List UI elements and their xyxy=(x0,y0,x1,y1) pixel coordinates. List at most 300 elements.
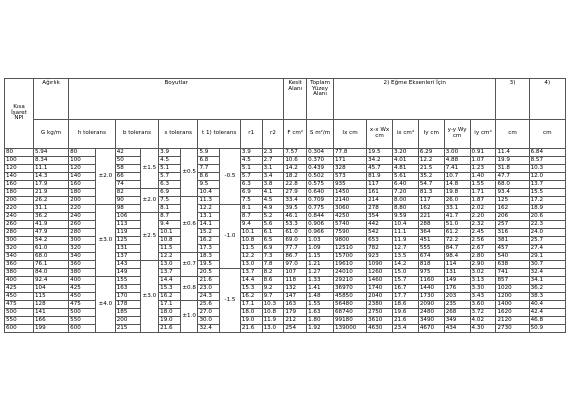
cell-wx: 45.7 xyxy=(367,165,393,173)
cell-ix-radius: 14.2 xyxy=(392,261,418,269)
cell-iy-radius: 1.87 xyxy=(470,197,496,205)
cell-b: 82 xyxy=(115,189,140,197)
cell-surface: 0.502 xyxy=(307,173,334,181)
cell-sx2: 27.4 xyxy=(529,245,565,253)
cell-sx2: 6.84 xyxy=(529,149,565,157)
cell-sx: 2120 xyxy=(496,317,529,325)
cell-wx: 1740 xyxy=(367,285,393,293)
cell-s: 10.1 xyxy=(159,229,181,237)
cell-t: 23.0 xyxy=(198,285,220,293)
cell-surface: 1.21 xyxy=(307,261,334,269)
cell-s: 12.2 xyxy=(159,253,181,261)
cell-r2: 7.3 xyxy=(262,253,284,261)
cell-area: 14.2 xyxy=(284,165,307,173)
cell-b: 66 xyxy=(115,173,140,181)
cell-sx2: 20.6 xyxy=(529,213,565,221)
cell-s: 18.0 xyxy=(159,309,181,317)
cell-t: 16.2 xyxy=(198,237,220,245)
cell-r2: 3.8 xyxy=(262,181,284,189)
cell-b: 155 xyxy=(115,277,140,285)
cell-area: 18.2 xyxy=(284,173,307,181)
cell-wy: 131 xyxy=(444,269,470,277)
cell-r2: 11.9 xyxy=(262,317,284,325)
cell-wx: 354 xyxy=(367,213,393,221)
cell-wy: 51.0 xyxy=(444,221,470,229)
cell-sx: 1400 xyxy=(496,301,529,309)
cell-r1: 9.4 xyxy=(240,221,262,229)
cell-t: 17.3 xyxy=(198,245,220,253)
cell-r2: 4.1 xyxy=(262,189,284,197)
cell-ix-radius: 18.6 xyxy=(392,301,418,309)
table-body xyxy=(5,149,566,333)
cell-ix: 171 xyxy=(334,157,367,165)
header-short-mark: Kısa İşaret NPI xyxy=(5,79,34,149)
cell-wy: 203 xyxy=(444,293,470,301)
cell-r1: 19.0 xyxy=(240,317,262,325)
cell-iy-radius: 4.30 xyxy=(470,325,496,333)
cell-t: 13.1 xyxy=(198,213,220,221)
cell-wx: 653 xyxy=(367,237,393,245)
cell-npi: 340 xyxy=(5,253,34,261)
cell-area: 132 xyxy=(284,285,307,293)
cell-t: 5.9 xyxy=(198,149,220,157)
cell-t: 20.5 xyxy=(198,269,220,277)
header-sx-unit: cm xyxy=(496,120,529,149)
cell-wx: 542 xyxy=(367,229,393,237)
cell-iy: 555 xyxy=(418,245,444,253)
cell-r1: 6.9 xyxy=(240,189,262,197)
cell-r2: 8.2 xyxy=(262,269,284,277)
cell-sx: 47.7 xyxy=(496,173,529,181)
cell-sx2: 25.7 xyxy=(529,237,565,245)
cell-h: 340 xyxy=(69,253,96,261)
cell-ix: 328 xyxy=(334,165,367,173)
cell-h: 400 xyxy=(69,277,96,285)
cell-npi: 160 xyxy=(5,181,34,189)
cell-npi: 240 xyxy=(5,213,34,221)
cell-ix: 36970 xyxy=(334,285,367,293)
cell-iy-radius: 2.80 xyxy=(470,253,496,261)
cell-t: 18.3 xyxy=(198,253,220,261)
cell-ix-radius: 7.20 xyxy=(392,189,418,197)
cell-npi: 360 xyxy=(5,261,34,269)
cell-iy: 364 xyxy=(418,229,444,237)
cell-area: 22.8 xyxy=(284,181,307,189)
cell-h: 260 xyxy=(69,221,96,229)
cell-area: 77.7 xyxy=(284,245,307,253)
header-s: s tolerans xyxy=(159,120,198,149)
cell-iy: 1160 xyxy=(418,277,444,285)
cell-weight: 17.9 xyxy=(33,181,68,189)
cell-b: 185 xyxy=(115,309,140,317)
cell-surface: 0.775 xyxy=(307,205,334,213)
cell-npi: 120 xyxy=(5,165,34,173)
cell-surface: 1.33 xyxy=(307,277,334,285)
cell-r2: 8.6 xyxy=(262,277,284,285)
cell-area: 33.4 xyxy=(284,197,307,205)
table-row xyxy=(5,173,566,181)
npi-profile-table xyxy=(4,78,566,333)
table-row xyxy=(5,197,566,205)
cell-ix-radius: 11.9 xyxy=(392,237,418,245)
cell-iy: 451 xyxy=(418,237,444,245)
header-s-area: S m²/m xyxy=(307,120,334,149)
cell-iy-radius: 1.23 xyxy=(470,165,496,173)
cell-b: 113 xyxy=(115,221,140,229)
cell-r2: 6.9 xyxy=(262,245,284,253)
table-row xyxy=(5,237,566,245)
cell-weight: 141 xyxy=(33,309,68,317)
cell-r1: 8.1 xyxy=(240,205,262,213)
cell-wx: 3610 xyxy=(367,317,393,325)
tolerance-b: ±3.0 xyxy=(140,261,159,333)
cell-iy: 35.2 xyxy=(418,173,444,181)
table-header xyxy=(5,79,566,149)
cell-ix-radius: 19.6 xyxy=(392,309,418,317)
cell-ix: 573 xyxy=(334,173,367,181)
cell-s: 16.2 xyxy=(159,293,181,301)
cell-area: 86.7 xyxy=(284,253,307,261)
cell-ix: 139000 xyxy=(334,325,367,333)
cell-ix-radius: 9.59 xyxy=(392,213,418,221)
cell-iy: 162 xyxy=(418,205,444,213)
cell-surface: 0.370 xyxy=(307,157,334,165)
tolerance-s: ±0.5 xyxy=(180,149,198,197)
cell-h: 240 xyxy=(69,213,96,221)
cell-npi: 80 xyxy=(5,149,34,157)
cell-sx: 1620 xyxy=(496,309,529,317)
cell-sx: 2730 xyxy=(496,325,529,333)
cell-r1: 10.8 xyxy=(240,237,262,245)
cell-iy: 117 xyxy=(418,197,444,205)
cell-b: 143 xyxy=(115,261,140,269)
cell-ix-radius: 21.6 xyxy=(392,317,418,325)
cell-wy: 176 xyxy=(444,285,470,293)
table-row xyxy=(5,229,566,237)
cell-r1: 3.9 xyxy=(240,149,262,157)
cell-h: 280 xyxy=(69,229,96,237)
cell-sx: 68.0 xyxy=(496,181,529,189)
header-g: G kg/m xyxy=(33,120,68,149)
cell-weight: 54.2 xyxy=(33,237,68,245)
cell-ix: 24010 xyxy=(334,269,367,277)
header-iy-radius: iy cm⁴ xyxy=(470,120,496,149)
cell-sx2: 46.8 xyxy=(529,317,565,325)
cell-area: 254 xyxy=(284,325,307,333)
cell-s: 7.5 xyxy=(159,197,181,205)
table-row xyxy=(5,165,566,173)
cell-iy: 2090 xyxy=(418,301,444,309)
cell-wy: 149 xyxy=(444,277,470,285)
cell-ix: 15700 xyxy=(334,253,367,261)
cell-iy: 12.2 xyxy=(418,157,444,165)
cell-area: 10.6 xyxy=(284,157,307,165)
cell-s: 3.9 xyxy=(159,149,181,157)
cell-wx: 2380 xyxy=(367,301,393,309)
header-sx2-unit: cm xyxy=(529,120,565,149)
cell-wy: 10.7 xyxy=(444,173,470,181)
cell-area: 212 xyxy=(284,317,307,325)
cell-wx: 782 xyxy=(367,245,393,253)
cell-wy: 349 xyxy=(444,317,470,325)
cell-h: 450 xyxy=(69,293,96,301)
cell-sx: 125 xyxy=(496,197,529,205)
table-row xyxy=(5,285,566,293)
header-t: t 1) tolerans xyxy=(198,120,240,149)
cell-area: 46.1 xyxy=(284,213,307,221)
cell-ix-radius: 12.7 xyxy=(392,245,418,253)
cell-h: 475 xyxy=(69,301,96,309)
cell-r1: 16.2 xyxy=(240,293,262,301)
cell-wx: 1090 xyxy=(367,261,393,269)
cell-weight: 104 xyxy=(33,285,68,293)
cell-h: 320 xyxy=(69,245,96,253)
cell-r1: 14.4 xyxy=(240,277,262,285)
cell-weight: 115 xyxy=(33,293,68,301)
cell-sx: 540 xyxy=(496,253,529,261)
table-row xyxy=(5,189,566,197)
cell-area: 179 xyxy=(284,309,307,317)
tolerance-b: ±2.5 xyxy=(140,213,159,261)
cell-weight: 47.9 xyxy=(33,229,68,237)
cell-sx: 162 xyxy=(496,205,529,213)
table-row xyxy=(5,277,566,285)
header-f: F cm² xyxy=(284,120,307,149)
cell-s: 6.3 xyxy=(159,181,181,189)
cell-sx2: 13.7 xyxy=(529,181,565,189)
cell-iy-radius: 3.30 xyxy=(470,285,496,293)
cell-surface: 1.27 xyxy=(307,269,334,277)
cell-weight: 41.9 xyxy=(33,221,68,229)
cell-sx2: 30.7 xyxy=(529,261,565,269)
cell-r2: 13.0 xyxy=(262,325,284,333)
cell-ix-radius: 11.1 xyxy=(392,229,418,237)
cell-r2: 2.7 xyxy=(262,157,284,165)
cell-weight: 11.1 xyxy=(33,165,68,173)
cell-npi: 260 xyxy=(5,221,34,229)
table-row xyxy=(5,309,566,317)
cell-surface: 1.41 xyxy=(307,285,334,293)
cell-npi: 425 xyxy=(5,285,34,293)
cell-sx2: 24.0 xyxy=(529,229,565,237)
cell-npi: 100 xyxy=(5,157,34,165)
header-weight: Ağırlık xyxy=(33,79,68,120)
cell-ix: 4250 xyxy=(334,213,367,221)
cell-s: 5.7 xyxy=(159,173,181,181)
cell-ix: 5740 xyxy=(334,221,367,229)
cell-iy: 221 xyxy=(418,213,444,221)
cell-iy: 288 xyxy=(418,221,444,229)
tolerance-s: ±0.6 xyxy=(180,197,198,253)
cell-s: 17.1 xyxy=(159,301,181,309)
cell-weight: 68.0 xyxy=(33,253,68,261)
cell-r1: 8.7 xyxy=(240,213,262,221)
cell-sx: 741 xyxy=(496,269,529,277)
cell-wx: 81.9 xyxy=(367,173,393,181)
cell-h: 180 xyxy=(69,189,96,197)
cell-iy-radius: 2.67 xyxy=(470,245,496,253)
cell-ix: 12510 xyxy=(334,245,367,253)
cell-wy: 14.8 xyxy=(444,181,470,189)
cell-surface: 1.80 xyxy=(307,317,334,325)
cell-ix-radius: 10.4 xyxy=(392,221,418,229)
cell-sx2: 36.2 xyxy=(529,285,565,293)
cell-wx: 19.5 xyxy=(367,149,393,157)
cell-npi: 140 xyxy=(5,173,34,181)
cell-iy: 21.5 xyxy=(418,165,444,173)
cell-s: 9.4 xyxy=(159,221,181,229)
cell-b: 74 xyxy=(115,181,140,189)
cell-h: 200 xyxy=(69,197,96,205)
tolerance-s: ±0.7 xyxy=(180,253,198,277)
cell-b: 106 xyxy=(115,213,140,221)
header-ix: Ix cm xyxy=(334,120,367,149)
cell-npi: 300 xyxy=(5,237,34,245)
cell-surface: 0.439 xyxy=(307,165,334,173)
cell-sx2: 50.9 xyxy=(529,325,565,333)
cell-surface: 1.03 xyxy=(307,237,334,245)
cell-r2: 9.2 xyxy=(262,285,284,293)
cell-h: 550 xyxy=(69,317,96,325)
cell-r1: 5.7 xyxy=(240,173,262,181)
cell-s: 21.6 xyxy=(159,325,181,333)
cell-b: 98 xyxy=(115,205,140,213)
cell-r2: 5.6 xyxy=(262,221,284,229)
cell-surface: 0.640 xyxy=(307,189,334,197)
cell-t: 21.6 xyxy=(198,277,220,285)
header-note-3: 3) xyxy=(496,79,529,120)
cell-area: 147 xyxy=(284,293,307,301)
cell-b: 200 xyxy=(115,317,140,325)
cell-area: 107 xyxy=(284,269,307,277)
cell-t: 24.3 xyxy=(198,293,220,301)
cell-r1: 17.1 xyxy=(240,301,262,309)
cell-ix-radius: 4.01 xyxy=(392,157,418,165)
cell-ix-radius: 4.81 xyxy=(392,165,418,173)
cell-sx: 257 xyxy=(496,221,529,229)
cell-wx: 1460 xyxy=(367,277,393,285)
header-surface-area: Toplam Yüzey Alanı xyxy=(307,79,334,120)
cell-b: 42 xyxy=(115,149,140,157)
header-ix-radius: ix cm⁴ xyxy=(392,120,418,149)
cell-weight: 26.2 xyxy=(33,197,68,205)
cell-sx2: 29.1 xyxy=(529,253,565,261)
table-row xyxy=(5,325,566,333)
cell-s: 10.8 xyxy=(159,237,181,245)
cell-t: 7.7 xyxy=(198,165,220,173)
cell-wy: 26.0 xyxy=(444,197,470,205)
header-note-4: 4) xyxy=(529,79,565,120)
cell-wx: 34.2 xyxy=(367,157,393,165)
cell-iy: 818 xyxy=(418,261,444,269)
cell-wy: 235 xyxy=(444,301,470,309)
cell-surface: 0.966 xyxy=(307,229,334,237)
cell-npi: 400 xyxy=(5,277,34,285)
header-wy: y-y Wy cm xyxy=(444,120,470,149)
cell-iy: 674 xyxy=(418,253,444,261)
cell-surface: 1.09 xyxy=(307,245,334,253)
cell-wy: 33.1 xyxy=(444,205,470,213)
cell-wy: 7.41 xyxy=(444,165,470,173)
cell-weight: 36.2 xyxy=(33,213,68,221)
cell-b: 178 xyxy=(115,301,140,309)
cell-r1: 13.0 xyxy=(240,261,262,269)
cell-sx: 206 xyxy=(496,213,529,221)
cell-s: 8.7 xyxy=(159,213,181,221)
cell-h: 220 xyxy=(69,205,96,213)
cell-h: 160 xyxy=(69,181,96,189)
cell-t: 9.5 xyxy=(198,181,220,189)
header-b: b tolerans xyxy=(115,120,158,149)
cell-r1: 21.6 xyxy=(240,325,262,333)
cell-wx: 442 xyxy=(367,221,393,229)
cell-wx: 2040 xyxy=(367,293,393,301)
cell-iy-radius: 4.02 xyxy=(470,317,496,325)
cell-npi: 500 xyxy=(5,309,34,317)
tolerance-h: ±3.0 xyxy=(96,205,116,277)
cell-wy: 268 xyxy=(444,309,470,317)
cell-surface: 1.92 xyxy=(307,325,334,333)
cell-s: 4.5 xyxy=(159,157,181,165)
cell-weight: 76.1 xyxy=(33,261,68,269)
tolerance-t: -0.5 xyxy=(220,149,241,205)
cell-s: 5.1 xyxy=(159,165,181,173)
cell-iy: 1440 xyxy=(418,285,444,293)
cell-area: 53.3 xyxy=(284,221,307,229)
cell-weight: 92.4 xyxy=(33,277,68,285)
cell-sx: 638 xyxy=(496,261,529,269)
cell-h: 140 xyxy=(69,173,96,181)
cell-npi: 600 xyxy=(5,325,34,333)
cell-npi: 180 xyxy=(5,189,34,197)
cell-t: 14.1 xyxy=(198,221,220,229)
cell-npi: 380 xyxy=(5,269,34,277)
cell-b: 58 xyxy=(115,165,140,173)
cell-iy: 81.3 xyxy=(418,189,444,197)
cell-wy: 19.8 xyxy=(444,189,470,197)
cell-ix: 935 xyxy=(334,181,367,189)
cell-area: 61.0 xyxy=(284,229,307,237)
cell-surface: 0.709 xyxy=(307,197,334,205)
tolerance-h: ±2.0 xyxy=(96,149,116,205)
cell-r2: 7.8 xyxy=(262,261,284,269)
cell-t: 30.0 xyxy=(198,317,220,325)
cell-wy: 72.2 xyxy=(444,237,470,245)
cell-surface: 0.575 xyxy=(307,181,334,189)
cell-t: 15.2 xyxy=(198,229,220,237)
cell-ix: 3060 xyxy=(334,205,367,213)
cell-r1: 13.7 xyxy=(240,269,262,277)
cell-sx2: 42.4 xyxy=(529,309,565,317)
cell-t: 32.4 xyxy=(198,325,220,333)
cell-t: 25.6 xyxy=(198,301,220,309)
cell-iy-radius: 1.71 xyxy=(470,189,496,197)
cell-wx: 161 xyxy=(367,189,393,197)
cell-sx2: 10.3 xyxy=(529,165,565,173)
cell-ix-radius: 8.00 xyxy=(392,197,418,205)
cell-s: 13.0 xyxy=(159,261,181,269)
cell-weight: 199 xyxy=(33,325,68,333)
cell-s: 13.7 xyxy=(159,269,181,277)
tolerance-t: -1.5 xyxy=(220,269,241,333)
cell-ix: 99180 xyxy=(334,317,367,325)
cell-ix: 2140 xyxy=(334,197,367,205)
cell-h: 380 xyxy=(69,269,96,277)
cell-sx2: 17.2 xyxy=(529,197,565,205)
cell-area: 97.0 xyxy=(284,261,307,269)
table-row xyxy=(5,317,566,325)
cell-ix-radius: 17.7 xyxy=(392,293,418,301)
